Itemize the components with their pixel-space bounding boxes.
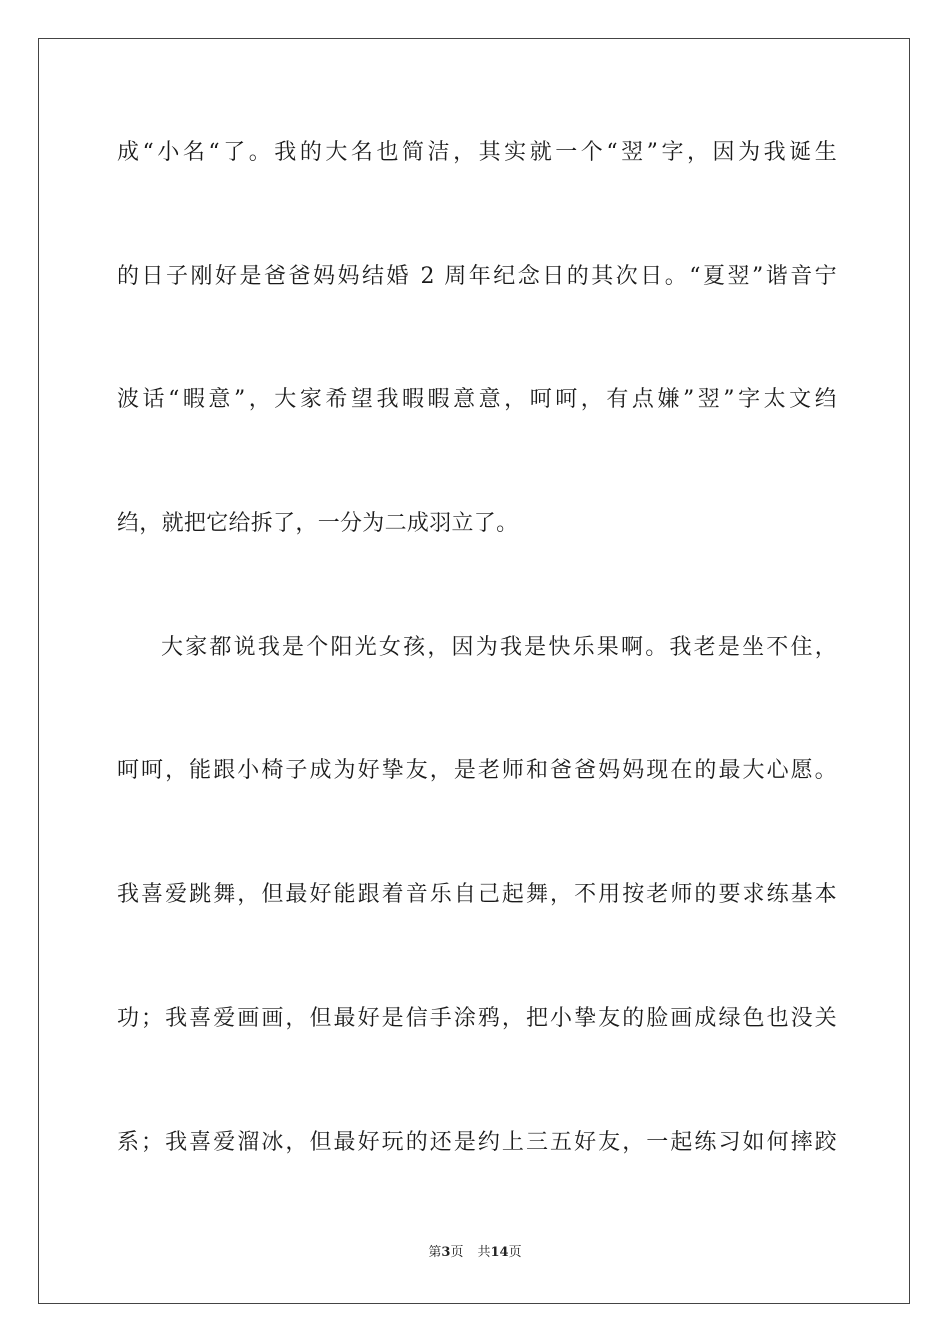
text-line-6: 呵呵，能跟小椅子成为好挚友，是老师和爸爸妈妈现在的最大心愿。 [117,758,837,783]
page-footer [0,1244,950,1262]
text-line-2: 的日子刚好是爸爸妈妈结婚 2 周年纪念日的其次日。“夏翌”谐音宁 [117,264,837,289]
footer-total-pages: 14 [490,1245,509,1260]
page-border [38,38,910,1304]
footer-page-prefix: 第 [428,1245,442,1260]
text-line-1: 成“小名“了。我的大名也简洁，其实就一个“翌”字，因为我诞生 [117,140,837,165]
text-line-3: 波话“暇意”，大家希望我暇暇意意，呵呵，有点嫌”翌”字太文绉 [117,387,837,412]
footer-total-prefix: 共 [477,1245,491,1260]
footer-page-suffix: 页 [450,1245,464,1260]
text-line-9: 系；我喜爱溜冰，但最好玩的还是约上三五好友，一起练习如何摔跤 [117,1130,837,1155]
footer-page-number: 3 [441,1245,451,1260]
text-line-4: 绉，就把它给拆了，一分为二成羽立了。 [117,511,519,536]
text-line-7: 我喜爱跳舞，但最好能跟着音乐自己起舞，不用按老师的要求练基本 [117,882,837,907]
text-line-8: 功；我喜爱画画，但最好是信手涂鸦，把小挚友的脸画成绿色也没关 [117,1006,837,1031]
footer-total-suffix: 页 [508,1245,522,1260]
text-line-5: 大家都说我是个阳光女孩，因为我是快乐果啊。我老是坐不住， [161,635,837,660]
